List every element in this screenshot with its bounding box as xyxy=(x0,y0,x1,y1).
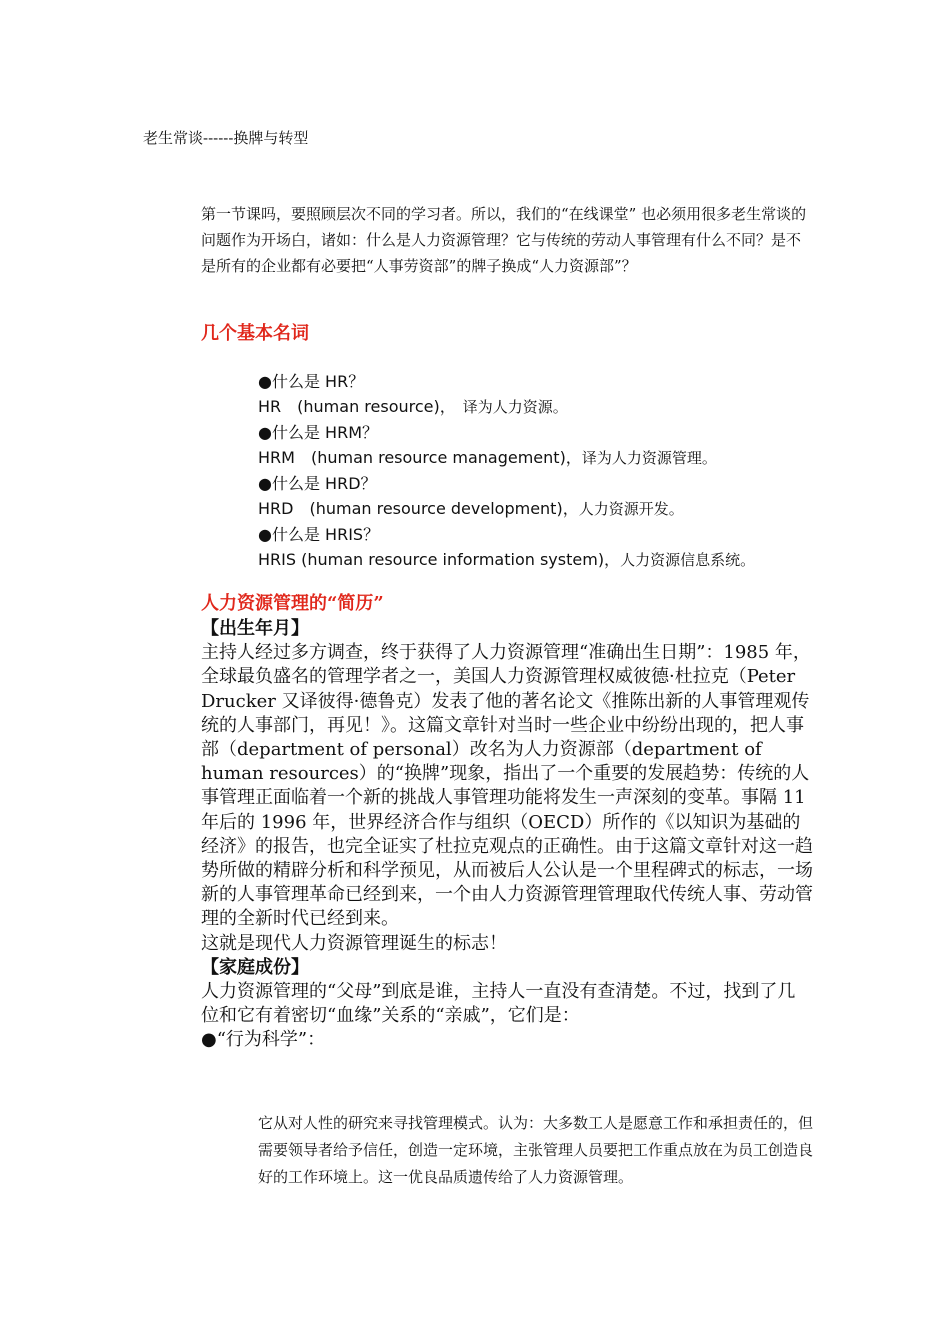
term-definition-hris xyxy=(258,547,818,573)
term-hrm: HRM (human resource management)， xyxy=(258,448,582,467)
term-definition-hr xyxy=(258,394,818,420)
term-hr: HR (human resource)， xyxy=(258,397,448,416)
term-translation-hrm: 译为人力资源管理。 xyxy=(581,449,717,467)
behavior-science-bullet: ●“行为科学”： xyxy=(201,1029,326,1051)
term-hris: HRIS (human resource information system)， xyxy=(258,550,621,569)
resume-body xyxy=(201,617,813,1053)
family-text: 人力资源管理的“父母”到底是谁，主持人一直没有查清楚。不过，找到了几位和它有着密切“血缘”关系的“亲戚”，它们是： xyxy=(201,981,796,1027)
term-translation-hris: 人力资源信息系统。 xyxy=(620,551,756,569)
term-question-hrm: ●什么是 HRM？ xyxy=(258,423,379,442)
term-question-hrd: ●什么是 HRD？ xyxy=(258,474,377,493)
birth-conclusion: 这就是现代人力资源管理诞生的标志！ xyxy=(201,932,507,954)
section-heading-terms: 几个基本名词 xyxy=(201,323,309,344)
term-hrd: HRD (human resource development)， xyxy=(258,499,579,518)
behavior-science-description xyxy=(258,1110,813,1191)
birth-heading: 【出生年月】 xyxy=(201,618,309,639)
term-definition-hrm xyxy=(258,445,818,471)
term-question-hr: ●什么是 HR？ xyxy=(258,372,365,391)
family-heading: 【家庭成份】 xyxy=(201,956,309,978)
birth-text: 主持人经过多方调查，终于获得了人力资源管理“准确出生日期”：1985 年，全球最负盛名的管理学者之一，美国人力资源管理权威彼德·杜拉克（Peter Drucker 又译彼得·德鲁克）发表了他的著名论文《推陈出新的人事管理观传统的人事部门，再见！》。这篇文章针对当时一些企业中纷纷出现的，把人事部（department of personal）改名为人力资源部（department of human resources）的“换牌”现象，指出了一个重要的发展趋势：传统的人事管理正面临着一个新的挑战人事管理功能将发生一声深刻的变革。事隔 11 年后的 1996 年，世界经济合作与组织（OECD）所作的《以知识为基础的经济》的报告，也完全证实了杜拉克观点的正确性。由于这篇文章针对这一趋势所做的精辟分析和科学预见，从而被后人公认是一个里程碑式的标志，一场新的人事管理革命已经到来，一个由人力资源管理管理取代传统人事、劳动管理的全新时代已经到来。 xyxy=(201,642,813,930)
term-list xyxy=(258,369,818,573)
term-translation-hrd: 人力资源开发。 xyxy=(578,500,684,518)
term-definition-hrd xyxy=(258,496,818,522)
section-heading-resume: 人力资源管理的“简历” xyxy=(201,593,384,614)
page-title: 老生常谈------换牌与转型 xyxy=(143,129,309,147)
behavior-science-text: 它从对人性的研究来寻找管理模式。认为：大多数工人是愿意工作和承担责任的，但需要领导者给予信任，创造一定环境，主张管理人员要把工作重点放在为员工创造良好的工作环境上。这一优良品质遗传给了人力资源管理。 xyxy=(258,1114,814,1186)
term-translation-hr: 译为人力资源。 xyxy=(447,398,568,416)
intro-paragraph xyxy=(201,201,811,279)
term-question-hris: ●什么是 HRIS？ xyxy=(258,525,380,544)
intro-text: 第一节课吗，要照顾层次不同的学习者。所以，我们的“在线课堂” 也必须用很多老生常谈的问题作为开场白，诸如：什么是人力资源管理？它与传统的劳动人事管理有什么不同？是不是所有的企业都有必要把“人事劳资部”的牌子换成“人力资源部”？ xyxy=(201,205,807,275)
